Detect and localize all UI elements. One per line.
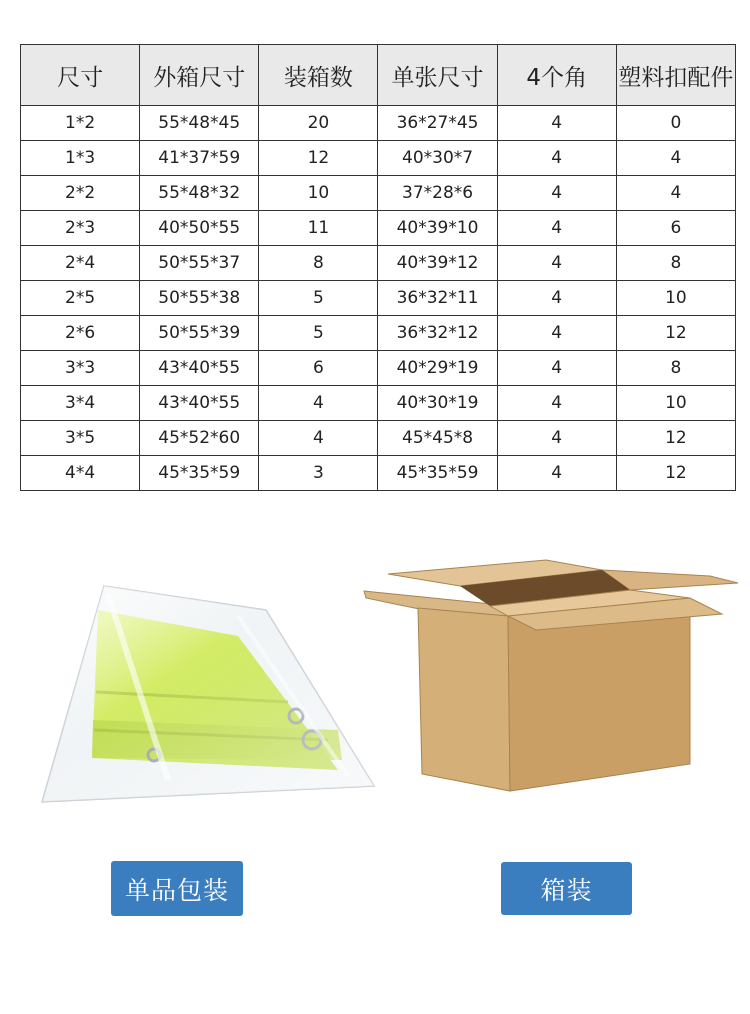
header-plastic-buckle-accessories: 塑料扣配件 xyxy=(616,45,735,106)
header-size: 尺寸 xyxy=(21,45,140,106)
cell-box-quantity: 3 xyxy=(259,456,378,491)
cell-outer-box-size: 50*55*37 xyxy=(140,246,259,281)
table-row xyxy=(21,246,736,281)
cell-single-sheet-size: 36*32*12 xyxy=(378,316,497,351)
cell-size: 3*3 xyxy=(21,351,140,386)
cell-size: 3*4 xyxy=(21,386,140,421)
cell-outer-box-size: 55*48*32 xyxy=(140,176,259,211)
table-row xyxy=(21,316,736,351)
table-row xyxy=(21,106,736,141)
cell-single-sheet-size: 40*39*10 xyxy=(378,211,497,246)
table-row xyxy=(21,351,736,386)
header-single-sheet-size: 单张尺寸 xyxy=(378,45,497,106)
cell-four-corners: 4 xyxy=(497,386,616,421)
table-row xyxy=(21,421,736,456)
cell-outer-box-size: 50*55*39 xyxy=(140,316,259,351)
cell-outer-box-size: 50*55*38 xyxy=(140,281,259,316)
cell-single-sheet-size: 45*45*8 xyxy=(378,421,497,456)
cell-size: 4*4 xyxy=(21,456,140,491)
table-row xyxy=(21,211,736,246)
header-box-quantity: 装箱数 xyxy=(259,45,378,106)
box-pack-photo xyxy=(360,556,742,800)
cell-size: 2*3 xyxy=(21,211,140,246)
cell-box-quantity: 11 xyxy=(259,211,378,246)
cell-plastic-buckles: 4 xyxy=(616,141,735,176)
box-pack-label: 箱装 xyxy=(501,862,632,915)
cell-box-quantity: 20 xyxy=(259,106,378,141)
cell-size: 2*6 xyxy=(21,316,140,351)
cell-box-quantity: 6 xyxy=(259,351,378,386)
cell-outer-box-size: 45*35*59 xyxy=(140,456,259,491)
cell-box-quantity: 8 xyxy=(259,246,378,281)
table-row xyxy=(21,386,736,421)
cell-four-corners: 4 xyxy=(497,176,616,211)
cell-plastic-buckles: 10 xyxy=(616,386,735,421)
cell-four-corners: 4 xyxy=(497,211,616,246)
table-row xyxy=(21,176,736,211)
cell-size: 2*2 xyxy=(21,176,140,211)
cell-box-quantity: 4 xyxy=(259,421,378,456)
cell-single-sheet-size: 36*32*11 xyxy=(378,281,497,316)
table-row xyxy=(21,281,736,316)
box-side-panel xyxy=(418,608,510,791)
cell-plastic-buckles: 8 xyxy=(616,351,735,386)
single-pack-label: 单品包装 xyxy=(111,861,243,916)
cell-outer-box-size: 41*37*59 xyxy=(140,141,259,176)
cell-outer-box-size: 55*48*45 xyxy=(140,106,259,141)
cell-size: 2*4 xyxy=(21,246,140,281)
cell-four-corners: 4 xyxy=(497,351,616,386)
cell-four-corners: 4 xyxy=(497,281,616,316)
cell-size: 1*3 xyxy=(21,141,140,176)
cell-plastic-buckles: 12 xyxy=(616,316,735,351)
cell-single-sheet-size: 40*30*19 xyxy=(378,386,497,421)
cell-outer-box-size: 43*40*55 xyxy=(140,351,259,386)
cell-single-sheet-size: 40*39*12 xyxy=(378,246,497,281)
single-pack-photo xyxy=(38,580,378,810)
cell-size: 2*5 xyxy=(21,281,140,316)
cell-four-corners: 4 xyxy=(497,246,616,281)
cell-outer-box-size: 40*50*55 xyxy=(140,211,259,246)
cell-plastic-buckles: 0 xyxy=(616,106,735,141)
cell-plastic-buckles: 6 xyxy=(616,211,735,246)
cell-outer-box-size: 45*52*60 xyxy=(140,421,259,456)
cell-single-sheet-size: 45*35*59 xyxy=(378,456,497,491)
cell-single-sheet-size: 36*27*45 xyxy=(378,106,497,141)
cell-plastic-buckles: 8 xyxy=(616,246,735,281)
cell-box-quantity: 10 xyxy=(259,176,378,211)
table-row xyxy=(21,456,736,491)
cell-single-sheet-size: 37*28*6 xyxy=(378,176,497,211)
header-outer-box-size: 外箱尺寸 xyxy=(140,45,259,106)
cell-box-quantity: 5 xyxy=(259,316,378,351)
cell-single-sheet-size: 40*30*7 xyxy=(378,141,497,176)
cell-four-corners: 4 xyxy=(497,421,616,456)
cell-box-quantity: 5 xyxy=(259,281,378,316)
cell-four-corners: 4 xyxy=(497,141,616,176)
cell-outer-box-size: 43*40*55 xyxy=(140,386,259,421)
spec-table xyxy=(20,44,736,491)
cell-plastic-buckles: 4 xyxy=(616,176,735,211)
cell-four-corners: 4 xyxy=(497,316,616,351)
table-header-row xyxy=(21,45,736,106)
cell-box-quantity: 4 xyxy=(259,386,378,421)
cell-size: 1*2 xyxy=(21,106,140,141)
cell-plastic-buckles: 12 xyxy=(616,421,735,456)
header-four-corners: 4个角 xyxy=(497,45,616,106)
cell-four-corners: 4 xyxy=(497,106,616,141)
cell-box-quantity: 12 xyxy=(259,141,378,176)
table-row xyxy=(21,141,736,176)
cell-single-sheet-size: 40*29*19 xyxy=(378,351,497,386)
cell-plastic-buckles: 10 xyxy=(616,281,735,316)
cell-plastic-buckles: 12 xyxy=(616,456,735,491)
cell-size: 3*5 xyxy=(21,421,140,456)
cell-four-corners: 4 xyxy=(497,456,616,491)
